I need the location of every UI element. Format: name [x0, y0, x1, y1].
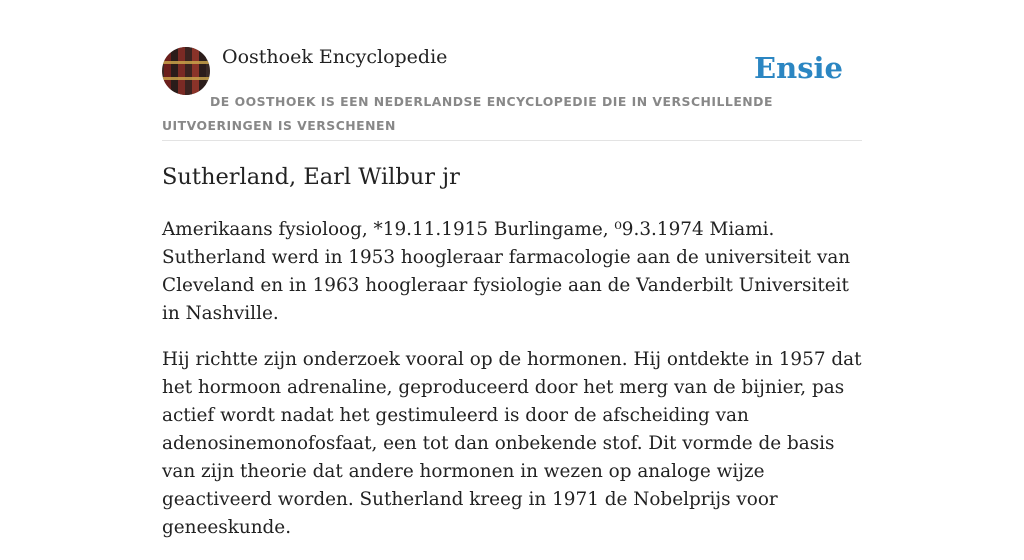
ensie-logo[interactable]: Ensie	[754, 51, 843, 85]
site-tagline: DE OOSTHOEK IS EEN NEDERLANDSE ENCYCLOPEDIE DIE IN VERSCHILLENDE UITVOERINGEN IS VERSCHENEN	[162, 94, 773, 133]
article-body	[162, 216, 864, 560]
encyclopedia-books-icon[interactable]	[162, 47, 210, 95]
article-title: Sutherland, Earl Wilbur jr	[162, 164, 460, 190]
article-paragraph: Amerikaans fysioloog, *19.11.1915 Burlingame, ⁰9.3.1974 Miami. Sutherland werd in 1953 hoogleraar farmacologie aan de universiteit van Cleveland en in 1963 hoogleraar fysiologie aan de Vanderbilt Universiteit in Nashville.	[162, 219, 851, 324]
site-title[interactable]: Oosthoek Encyclopedie	[222, 46, 448, 68]
article-paragraph: Hij richtte zijn onderzoek vooral op de hormonen. Hij ontdekte in 1957 dat het hormoon adrenaline, geproduceerd door het merg van de bijnier, pas actief wordt nadat het gestimuleerd is door de afscheiding van adenosinemonofosfaat, een tot dan onbekende stof. Dit vormde de basis van zijn theorie dat andere hormonen in wezen op analoge wijze geactiveerd worden. Sutherland kreeg in 1971 de Nobelprijs voor geneeskunde.	[162, 349, 862, 538]
site-header	[162, 45, 862, 141]
